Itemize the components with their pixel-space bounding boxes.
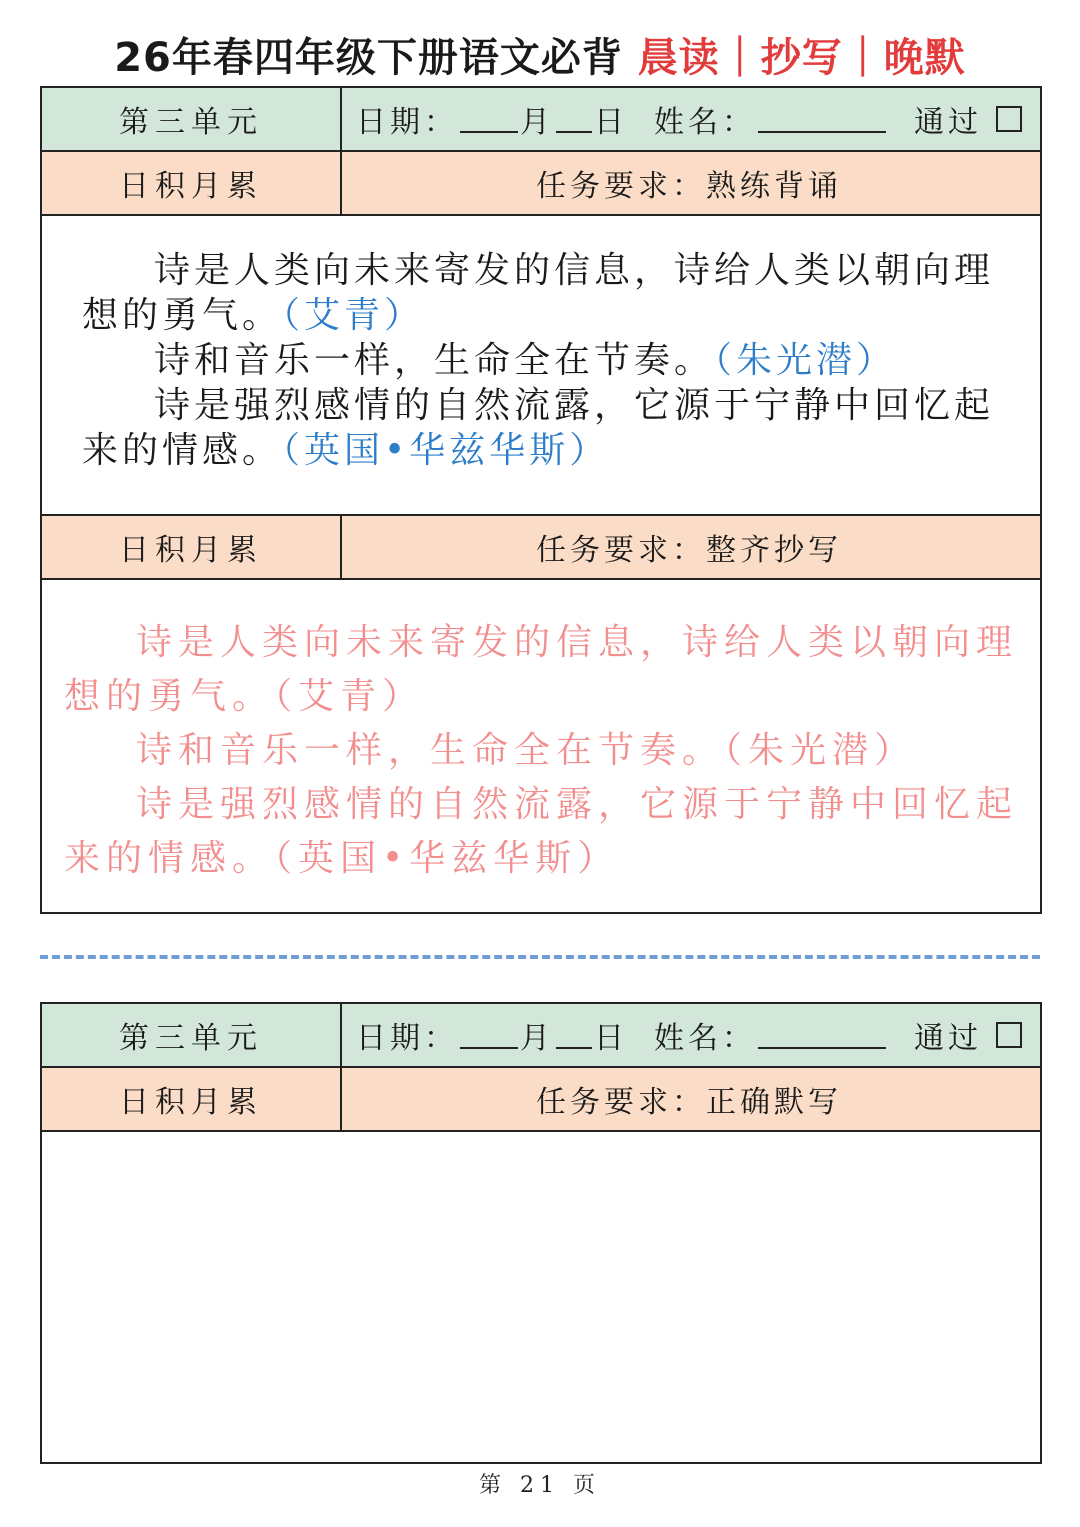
author-1: （艾青） bbox=[282, 295, 425, 336]
cut-line-divider bbox=[40, 955, 1040, 959]
recite-text-box bbox=[42, 216, 1040, 516]
task-copy: 任务要求：整齐抄写 bbox=[536, 533, 842, 568]
info-cell bbox=[342, 1004, 1040, 1066]
title-accent: 晨读｜抄写｜晚默 bbox=[637, 35, 966, 81]
copy-trace-box[interactable] bbox=[42, 580, 1040, 912]
task-row-recite bbox=[42, 152, 1040, 216]
passage-2: 诗和音乐一样，生命全在节奏。（朱光潜） bbox=[154, 340, 897, 381]
day-label: 日 bbox=[594, 105, 628, 140]
author-3: （英国•华兹华斯） bbox=[282, 430, 610, 471]
trace-passage-3: 诗是强烈感情的自然流露，它源于宁静中回忆起来的情感。（英国•华兹华斯） bbox=[64, 784, 1019, 879]
author-2: （朱光潜） bbox=[714, 340, 897, 381]
practice-sheet-bottom bbox=[40, 1002, 1042, 1464]
section-label: 日积月累 bbox=[42, 516, 342, 578]
name-label: 姓名： bbox=[654, 1021, 756, 1056]
dictation-writing-area[interactable] bbox=[42, 1132, 1040, 1462]
unit-header-row bbox=[42, 88, 1040, 152]
unit-header-row bbox=[42, 1004, 1040, 1068]
day-blank[interactable] bbox=[556, 105, 592, 133]
section-label: 日积月累 bbox=[42, 152, 342, 214]
name-blank[interactable] bbox=[758, 1021, 886, 1049]
info-cell bbox=[342, 88, 1040, 150]
pass-checkbox[interactable] bbox=[996, 106, 1022, 132]
date-label: 日期： bbox=[356, 1021, 458, 1056]
name-label: 姓名： bbox=[654, 105, 756, 140]
month-blank[interactable] bbox=[460, 105, 518, 133]
day-label: 日 bbox=[594, 1021, 628, 1056]
month-label: 月 bbox=[520, 1021, 554, 1056]
date-label: 日期： bbox=[356, 105, 458, 140]
practice-sheet-top bbox=[40, 86, 1042, 914]
name-blank[interactable] bbox=[758, 105, 886, 133]
month-label: 月 bbox=[520, 105, 554, 140]
page-title bbox=[0, 28, 1080, 88]
task-row-copy bbox=[42, 516, 1040, 580]
trace-passage-1: 诗是人类向未来寄发的信息，诗给人类以朝向理想的勇气。（艾青） bbox=[64, 622, 1019, 717]
section-label: 日积月累 bbox=[42, 1068, 342, 1130]
passage-3: 诗是强烈感情的自然流露，它源于宁静中回忆起来的情感。（英国•华兹华斯） bbox=[82, 385, 995, 471]
day-blank[interactable] bbox=[556, 1021, 592, 1049]
passage-1: 诗是人类向未来寄发的信息，诗给人类以朝向理想的勇气。（艾青） bbox=[82, 250, 995, 336]
task-row-dictate bbox=[42, 1068, 1040, 1132]
task-dictate: 任务要求：正确默写 bbox=[536, 1085, 842, 1120]
pass-checkbox[interactable] bbox=[996, 1022, 1022, 1048]
page-number: 第 21 页 bbox=[479, 1473, 601, 1498]
trace-passage-2: 诗和音乐一样，生命全在节奏。（朱光潜） bbox=[136, 730, 917, 771]
unit-label: 第三单元 bbox=[42, 88, 342, 150]
title-main: 26年春四年级下册语文必背 bbox=[114, 35, 623, 81]
task-recite: 任务要求：熟练背诵 bbox=[536, 169, 842, 204]
unit-label: 第三单元 bbox=[42, 1004, 342, 1066]
pass-label: 通过 bbox=[914, 1021, 982, 1056]
pass-label: 通过 bbox=[914, 105, 982, 140]
month-blank[interactable] bbox=[460, 1021, 518, 1049]
